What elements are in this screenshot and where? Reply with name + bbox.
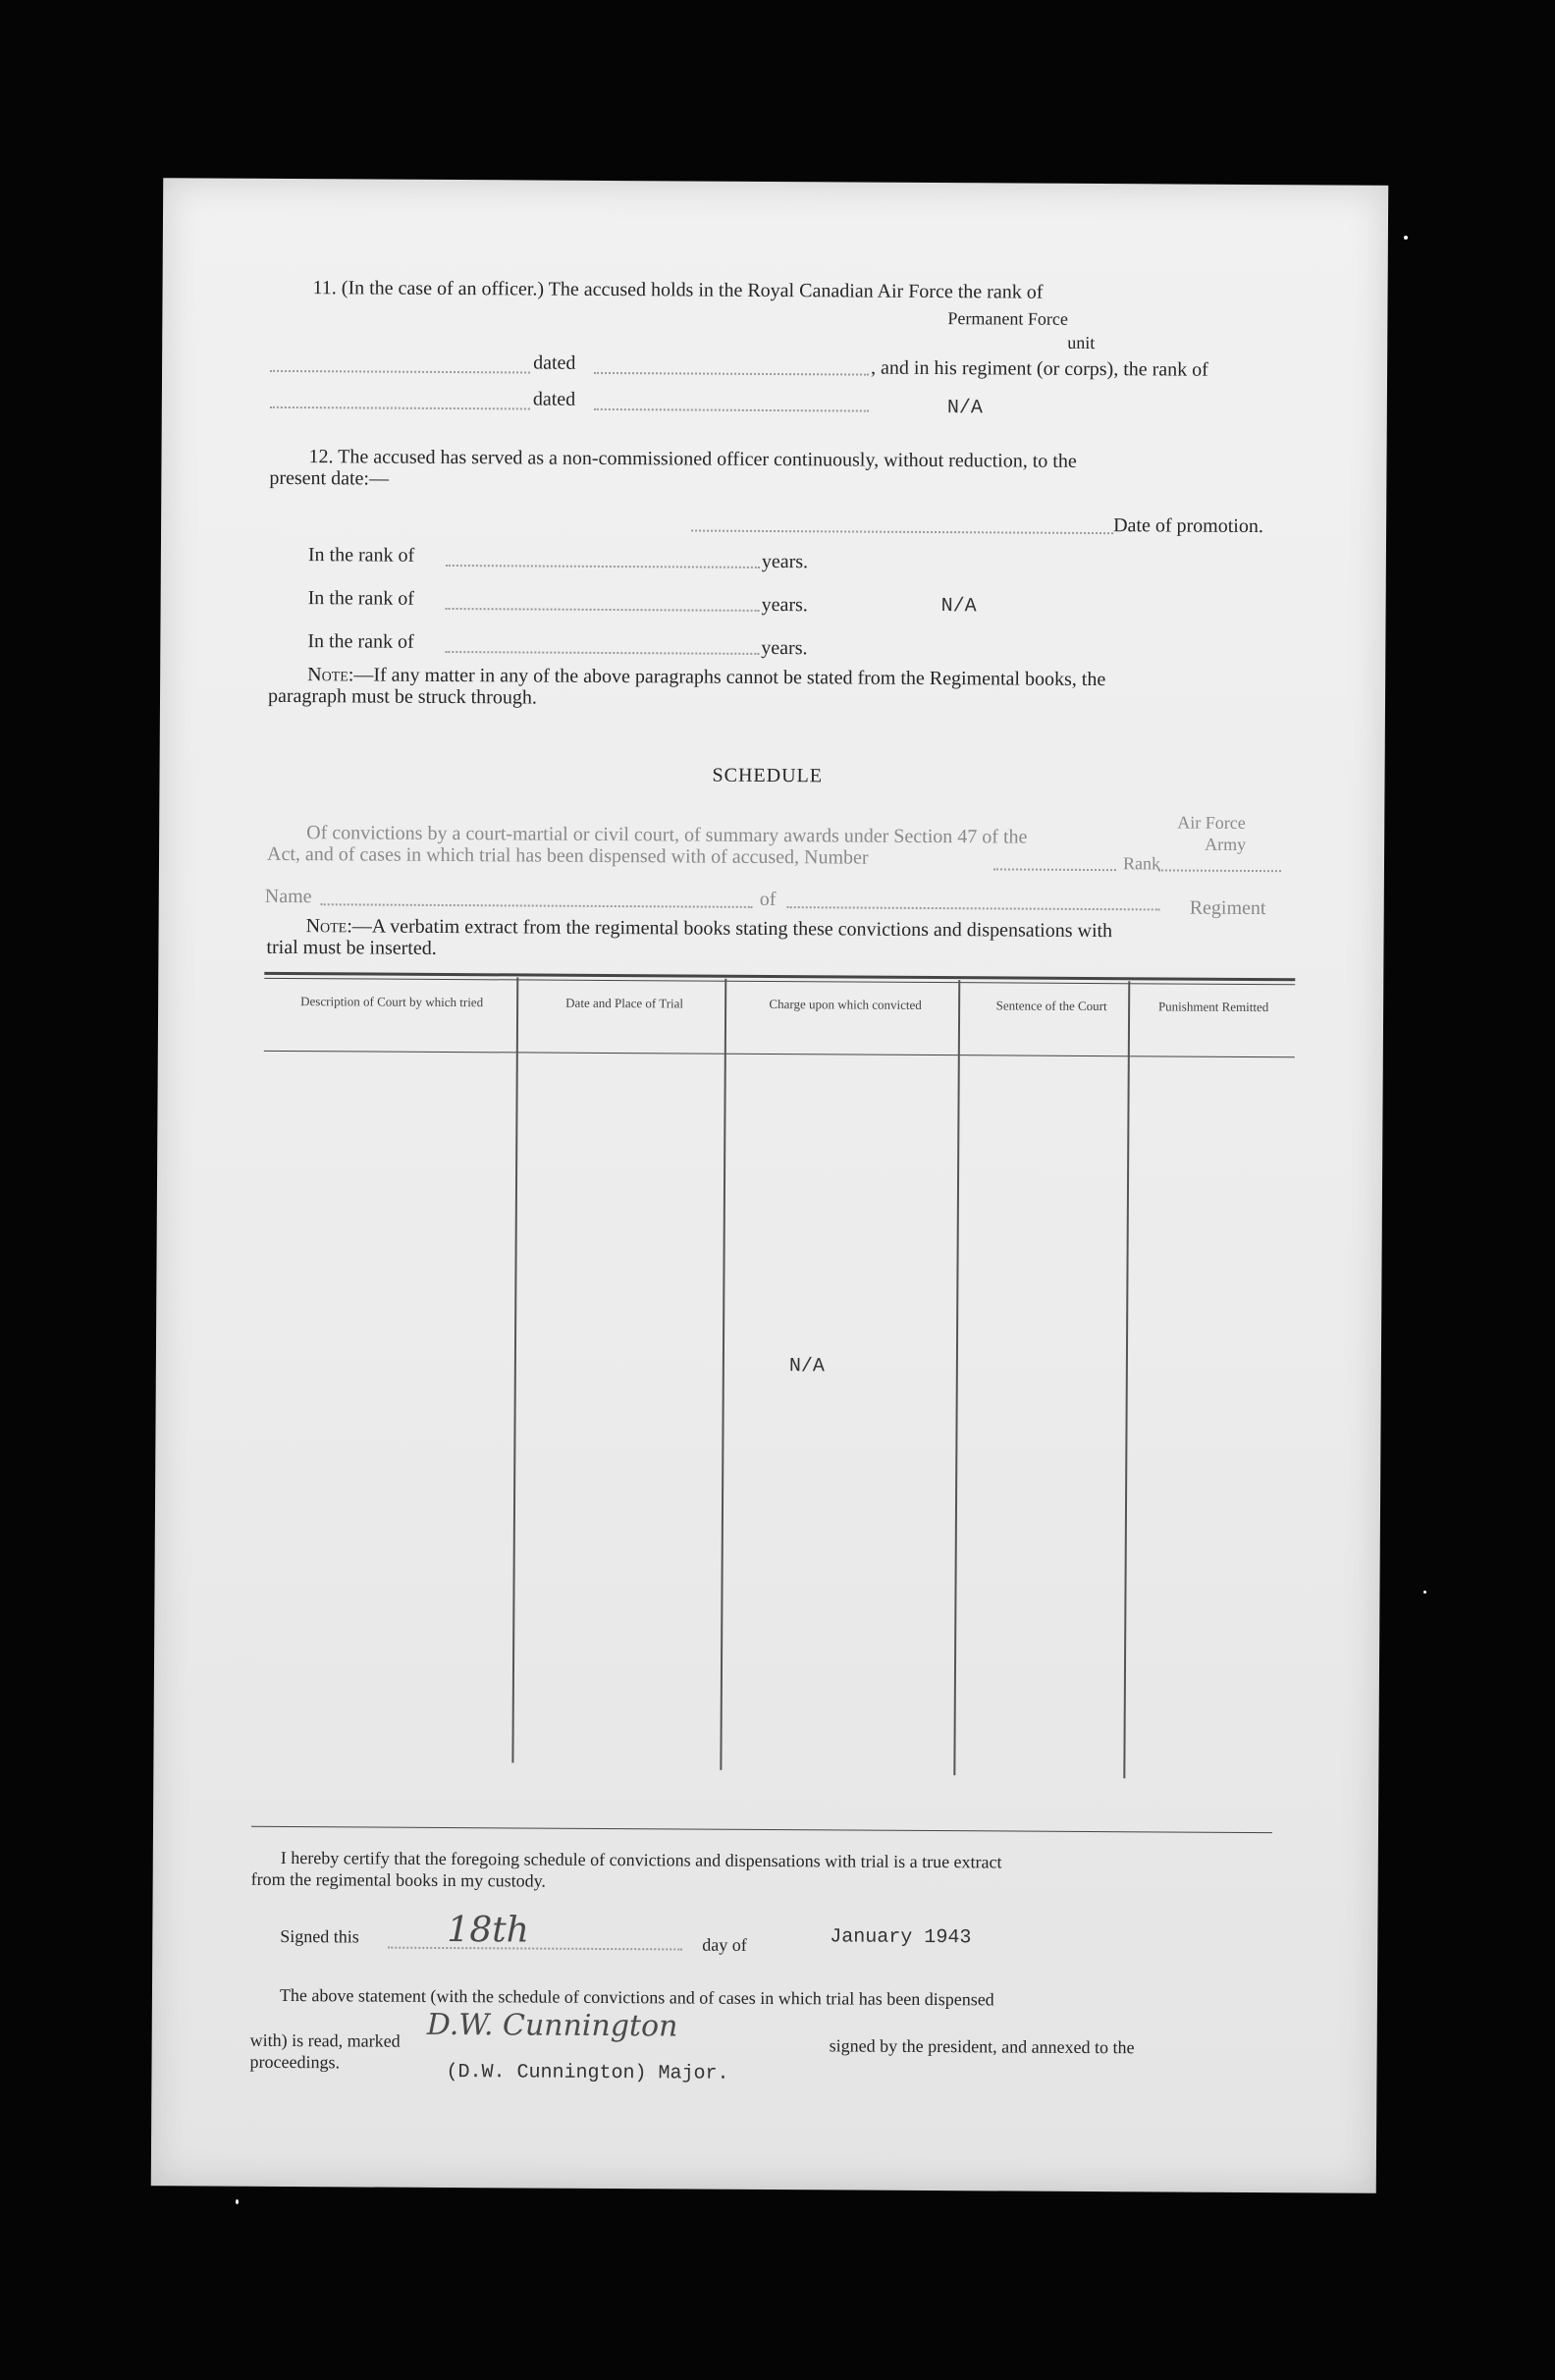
para12-value: N/A	[940, 595, 977, 619]
para11-dated-field	[594, 372, 869, 376]
schedule-name-field	[321, 903, 753, 908]
day-value: 18th	[447, 1910, 529, 1951]
para12-line2: present date:—	[269, 466, 390, 490]
para11-unit: unit	[1067, 332, 1096, 353]
para11-dated2-label: dated	[532, 388, 576, 410]
column-header-sentence: Sentence of the Court	[995, 998, 1107, 1014]
schedule-title: SCHEDULE	[712, 764, 824, 787]
column-header-charge: Charge upon which convicted	[769, 996, 922, 1012]
schedule-number-field	[993, 868, 1116, 871]
rank-row-2-suffix: years.	[761, 593, 808, 617]
statement-line2a: with) is read, marked	[249, 2029, 401, 2051]
scan-speck	[236, 2199, 239, 2204]
rank-row-3-label: In the rank of	[307, 630, 414, 653]
schedule-note-label: Note:	[305, 915, 352, 938]
rank-row-1-label: In the rank of	[307, 544, 415, 567]
day-field	[388, 1947, 682, 1951]
month-year-value: January 1943	[830, 1925, 972, 1950]
para11-value: N/A	[946, 397, 983, 420]
para12-note-label: Note:	[307, 664, 354, 686]
schedule-of-field	[787, 906, 1160, 910]
para12-note-text: —If any matter in any of the above paragraphs cannot be stated from the Regimental books, the	[353, 664, 1106, 691]
para11-rank-field	[270, 370, 530, 374]
table-value: N/A	[788, 1355, 825, 1379]
rank-row-1-suffix: years.	[761, 550, 809, 573]
statement-line3: proceedings.	[249, 2051, 341, 2073]
rank-row-3-field	[445, 651, 759, 655]
day-of-label: day of	[702, 1934, 747, 1955]
scan-speck	[1423, 1591, 1426, 1594]
schedule-intro-line1: Of convictions by a court-martial or civil court, of summary awards under Section 47 of the	[306, 822, 1028, 848]
schedule-of-label: of	[759, 888, 777, 911]
column-header-date-place: Date and Place of Trial	[565, 995, 684, 1011]
certify-divider	[251, 1826, 1272, 1833]
signer-name: (D.W. Cunnington) Major.	[446, 2061, 729, 2085]
signed-this-label: Signed this	[280, 1925, 359, 1947]
rank-row-1-field	[446, 565, 760, 568]
signature: D.W. Cunnington	[426, 2007, 678, 2044]
scan-speck	[1404, 236, 1408, 240]
statement-line2b: signed by the president, and annexed to the	[829, 2035, 1135, 2058]
schedule-army: Army	[1205, 834, 1247, 854]
schedule-note-text: —A verbatim extract from the regimental books stating these convictions and dispensations with	[351, 915, 1113, 943]
para11-permanent-force: Permanent Force	[947, 308, 1068, 329]
column-header-court: Description of Court by which tried	[300, 994, 484, 1010]
para12-line1: 12. The accused has served as a non-commissioned officer continuously, without reduction, to the	[308, 446, 1077, 472]
para11-dated2-field	[594, 408, 869, 412]
schedule-intro-line2: Act, and of cases in which trial has been dispensed with of accused, Number	[266, 842, 869, 869]
certify-line1: I hereby certify that the foregoing schedule of convictions and dispensations with trial is a true extract	[280, 1847, 1002, 1872]
rank-row-2-label: In the rank of	[307, 587, 415, 610]
para11-dated-label: dated	[533, 352, 576, 374]
schedule-rank-label: Rank	[1122, 853, 1161, 874]
para11-regiment-rank: , and in his regiment (or corps), the rank of	[871, 356, 1208, 381]
rank-row-2-field	[446, 608, 760, 612]
date-of-promotion-label: Date of promotion.	[1113, 514, 1263, 538]
promotion-date-field	[691, 529, 1113, 534]
rank-row-3-suffix: years.	[761, 636, 808, 660]
schedule-air-force: Air Force	[1177, 812, 1246, 833]
certify-line2: from the regimental books in my custody.	[250, 1868, 547, 1891]
form-page	[151, 178, 1388, 2193]
schedule-regiment-label: Regiment	[1189, 896, 1266, 920]
statement-line1: The above statement (with the schedule of convictions and of cases in which trial has been dispensed	[279, 1984, 994, 2010]
para11-regiment-rank-field	[270, 406, 530, 410]
schedule-note-line2: trial must be inserted.	[266, 936, 437, 959]
schedule-rank-field	[1158, 869, 1281, 872]
para11-text: 11. (In the case of an officer.) The accused holds in the Royal Canadian Air Force the rank of	[312, 277, 1044, 303]
column-header-punishment-remitted: Punishment Remitted	[1157, 999, 1269, 1015]
para12-note-line2: paragraph must be struck through.	[267, 684, 537, 709]
schedule-name-label: Name	[264, 885, 312, 908]
